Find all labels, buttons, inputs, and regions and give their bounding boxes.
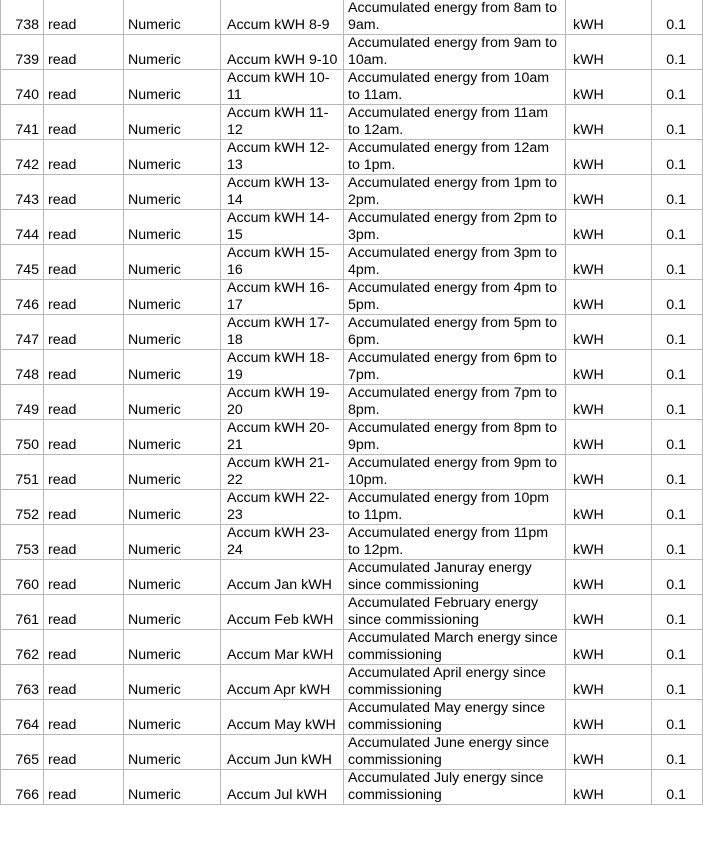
register-name-cell: Accum kWH 23-24	[221, 525, 344, 560]
access-cell: read	[44, 770, 124, 805]
resolution-cell: 0.1	[652, 35, 703, 70]
resolution-cell: 0.1	[652, 770, 703, 805]
register-name-cell: Accum kWH 15-16	[221, 245, 344, 280]
register-number-cell: 765	[1, 735, 44, 770]
table-row	[1, 525, 703, 560]
resolution-cell: 0.1	[652, 560, 703, 595]
register-name-cell: Accum Jan kWH	[221, 560, 344, 595]
units-cell: kWH	[566, 0, 652, 35]
description-cell: Accumulated energy from 12am to 1pm.	[344, 140, 566, 175]
register-name-cell: Accum kWH 9-10	[221, 35, 344, 70]
resolution-cell: 0.1	[652, 700, 703, 735]
access-cell: read	[44, 280, 124, 315]
access-cell: read	[44, 0, 124, 35]
access-cell: read	[44, 70, 124, 105]
data-type-cell: Numeric	[124, 70, 221, 105]
table-row	[1, 770, 703, 805]
register-name-cell: Accum Jul kWH	[221, 770, 344, 805]
units-cell: kWH	[566, 385, 652, 420]
table-row	[1, 210, 703, 245]
access-cell: read	[44, 245, 124, 280]
table-row	[1, 455, 703, 490]
table-row	[1, 595, 703, 630]
register-number-cell: 745	[1, 245, 44, 280]
register-number-cell: 763	[1, 665, 44, 700]
resolution-cell: 0.1	[652, 315, 703, 350]
access-cell: read	[44, 665, 124, 700]
table-row	[1, 70, 703, 105]
description-cell: Accumulated energy from 4pm to 5pm.	[344, 280, 566, 315]
units-cell: kWH	[566, 70, 652, 105]
description-cell: Accumulated energy from 2pm to 3pm.	[344, 210, 566, 245]
data-type-cell: Numeric	[124, 0, 221, 35]
data-type-cell: Numeric	[124, 490, 221, 525]
register-number-cell: 746	[1, 280, 44, 315]
table-row	[1, 560, 703, 595]
register-name-cell: Accum May kWH	[221, 700, 344, 735]
register-number-cell: 762	[1, 630, 44, 665]
data-type-cell: Numeric	[124, 630, 221, 665]
register-number-cell: 743	[1, 175, 44, 210]
register-number-cell: 753	[1, 525, 44, 560]
table-row	[1, 735, 703, 770]
register-number-cell: 748	[1, 350, 44, 385]
access-cell: read	[44, 630, 124, 665]
access-cell: read	[44, 525, 124, 560]
resolution-cell: 0.1	[652, 525, 703, 560]
units-cell: kWH	[566, 770, 652, 805]
register-name-cell: Accum kWH 17-18	[221, 315, 344, 350]
description-cell: Accumulated energy from 6pm to 7pm.	[344, 350, 566, 385]
table-row	[1, 385, 703, 420]
table-row	[1, 700, 703, 735]
table-row	[1, 665, 703, 700]
register-number-cell: 750	[1, 420, 44, 455]
table-row	[1, 280, 703, 315]
access-cell: read	[44, 700, 124, 735]
description-cell: Accumulated March energy since commissioning	[344, 630, 566, 665]
data-type-cell: Numeric	[124, 140, 221, 175]
units-cell: kWH	[566, 735, 652, 770]
description-cell: Accumulated energy from 9pm to 10pm.	[344, 455, 566, 490]
access-cell: read	[44, 210, 124, 245]
access-cell: read	[44, 105, 124, 140]
register-number-cell: 749	[1, 385, 44, 420]
table-row	[1, 630, 703, 665]
register-number-cell: 764	[1, 700, 44, 735]
table-row	[1, 315, 703, 350]
data-type-cell: Numeric	[124, 665, 221, 700]
access-cell: read	[44, 595, 124, 630]
register-number-cell: 738	[1, 0, 44, 35]
resolution-cell: 0.1	[652, 245, 703, 280]
units-cell: kWH	[566, 280, 652, 315]
table-row	[1, 350, 703, 385]
description-cell: Accumulated energy from 5pm to 6pm.	[344, 315, 566, 350]
table-row	[1, 175, 703, 210]
data-type-cell: Numeric	[124, 525, 221, 560]
register-name-cell: Accum Apr kWH	[221, 665, 344, 700]
table-row	[1, 245, 703, 280]
register-name-cell: Accum kWH 18-19	[221, 350, 344, 385]
data-type-cell: Numeric	[124, 595, 221, 630]
resolution-cell: 0.1	[652, 455, 703, 490]
data-type-cell: Numeric	[124, 350, 221, 385]
units-cell: kWH	[566, 700, 652, 735]
description-cell: Accumulated energy from 1pm to 2pm.	[344, 175, 566, 210]
access-cell: read	[44, 385, 124, 420]
data-type-cell: Numeric	[124, 560, 221, 595]
register-name-cell: Accum Mar kWH	[221, 630, 344, 665]
units-cell: kWH	[566, 490, 652, 525]
register-number-cell: 739	[1, 35, 44, 70]
description-cell: Accumulated April energy since commissioning	[344, 665, 566, 700]
resolution-cell: 0.1	[652, 175, 703, 210]
units-cell: kWH	[566, 595, 652, 630]
register-number-cell: 740	[1, 70, 44, 105]
resolution-cell: 0.1	[652, 350, 703, 385]
data-type-cell: Numeric	[124, 700, 221, 735]
register-number-cell: 747	[1, 315, 44, 350]
access-cell: read	[44, 560, 124, 595]
register-number-cell: 766	[1, 770, 44, 805]
resolution-cell: 0.1	[652, 385, 703, 420]
table-row	[1, 35, 703, 70]
access-cell: read	[44, 455, 124, 490]
description-cell: Accumulated energy from 7pm to 8pm.	[344, 385, 566, 420]
register-name-cell: Accum kWH 14-15	[221, 210, 344, 245]
register-name-cell: Accum kWH 12-13	[221, 140, 344, 175]
description-cell: Accumulated energy from 3pm to 4pm.	[344, 245, 566, 280]
resolution-cell: 0.1	[652, 735, 703, 770]
units-cell: kWH	[566, 455, 652, 490]
description-cell: Accumulated July energy since commissioning	[344, 770, 566, 805]
register-number-cell: 760	[1, 560, 44, 595]
resolution-cell: 0.1	[652, 0, 703, 35]
description-cell: Accumulated energy from 9am to 10am.	[344, 35, 566, 70]
description-cell: Accumulated energy from 8pm to 9pm.	[344, 420, 566, 455]
description-cell: Accumulated Januray energy since commissioning	[344, 560, 566, 595]
resolution-cell: 0.1	[652, 490, 703, 525]
description-cell: Accumulated energy from 8am to 9am.	[344, 0, 566, 35]
table-row	[1, 490, 703, 525]
data-type-cell: Numeric	[124, 385, 221, 420]
data-type-cell: Numeric	[124, 175, 221, 210]
description-cell: Accumulated February energy since commissioning	[344, 595, 566, 630]
access-cell: read	[44, 315, 124, 350]
description-cell: Accumulated May energy since commissioning	[344, 700, 566, 735]
register-table-body	[1, 0, 703, 805]
data-type-cell: Numeric	[124, 280, 221, 315]
description-cell: Accumulated energy from 10pm to 11pm.	[344, 490, 566, 525]
register-number-cell: 751	[1, 455, 44, 490]
register-name-cell: Accum kWH 20-21	[221, 420, 344, 455]
units-cell: kWH	[566, 350, 652, 385]
resolution-cell: 0.1	[652, 420, 703, 455]
data-type-cell: Numeric	[124, 105, 221, 140]
register-name-cell: Accum Feb kWH	[221, 595, 344, 630]
units-cell: kWH	[566, 420, 652, 455]
resolution-cell: 0.1	[652, 280, 703, 315]
resolution-cell: 0.1	[652, 140, 703, 175]
table-row	[1, 105, 703, 140]
access-cell: read	[44, 175, 124, 210]
table-row	[1, 140, 703, 175]
table-row	[1, 0, 703, 35]
units-cell: kWH	[566, 105, 652, 140]
register-name-cell: Accum kWH 22-23	[221, 490, 344, 525]
register-number-cell: 741	[1, 105, 44, 140]
data-type-cell: Numeric	[124, 455, 221, 490]
data-type-cell: Numeric	[124, 420, 221, 455]
resolution-cell: 0.1	[652, 630, 703, 665]
resolution-cell: 0.1	[652, 210, 703, 245]
units-cell: kWH	[566, 35, 652, 70]
register-name-cell: Accum kWH 21-22	[221, 455, 344, 490]
description-cell: Accumulated June energy since commissioning	[344, 735, 566, 770]
access-cell: read	[44, 490, 124, 525]
units-cell: kWH	[566, 140, 652, 175]
register-name-cell: Accum kWH 16-17	[221, 280, 344, 315]
resolution-cell: 0.1	[652, 665, 703, 700]
access-cell: read	[44, 420, 124, 455]
register-name-cell: Accum kWH 13-14	[221, 175, 344, 210]
units-cell: kWH	[566, 525, 652, 560]
access-cell: read	[44, 35, 124, 70]
units-cell: kWH	[566, 630, 652, 665]
units-cell: kWH	[566, 665, 652, 700]
description-cell: Accumulated energy from 10am to 11am.	[344, 70, 566, 105]
data-type-cell: Numeric	[124, 245, 221, 280]
resolution-cell: 0.1	[652, 595, 703, 630]
table-row	[1, 420, 703, 455]
data-type-cell: Numeric	[124, 735, 221, 770]
register-name-cell: Accum kWH 10-11	[221, 70, 344, 105]
register-name-cell: Accum kWH 11-12	[221, 105, 344, 140]
register-number-cell: 752	[1, 490, 44, 525]
register-name-cell: Accum Jun kWH	[221, 735, 344, 770]
access-cell: read	[44, 140, 124, 175]
register-number-cell: 761	[1, 595, 44, 630]
resolution-cell: 0.1	[652, 70, 703, 105]
register-number-cell: 744	[1, 210, 44, 245]
description-cell: Accumulated energy from 11pm to 12pm.	[344, 525, 566, 560]
units-cell: kWH	[566, 175, 652, 210]
access-cell: read	[44, 735, 124, 770]
units-cell: kWH	[566, 210, 652, 245]
register-name-cell: Accum kWH 19-20	[221, 385, 344, 420]
register-number-cell: 742	[1, 140, 44, 175]
resolution-cell: 0.1	[652, 105, 703, 140]
access-cell: read	[44, 350, 124, 385]
data-type-cell: Numeric	[124, 315, 221, 350]
description-cell: Accumulated energy from 11am to 12am.	[344, 105, 566, 140]
data-type-cell: Numeric	[124, 770, 221, 805]
data-type-cell: Numeric	[124, 210, 221, 245]
units-cell: kWH	[566, 315, 652, 350]
data-type-cell: Numeric	[124, 35, 221, 70]
units-cell: kWH	[566, 245, 652, 280]
register-name-cell: Accum kWH 8-9	[221, 0, 344, 35]
units-cell: kWH	[566, 560, 652, 595]
